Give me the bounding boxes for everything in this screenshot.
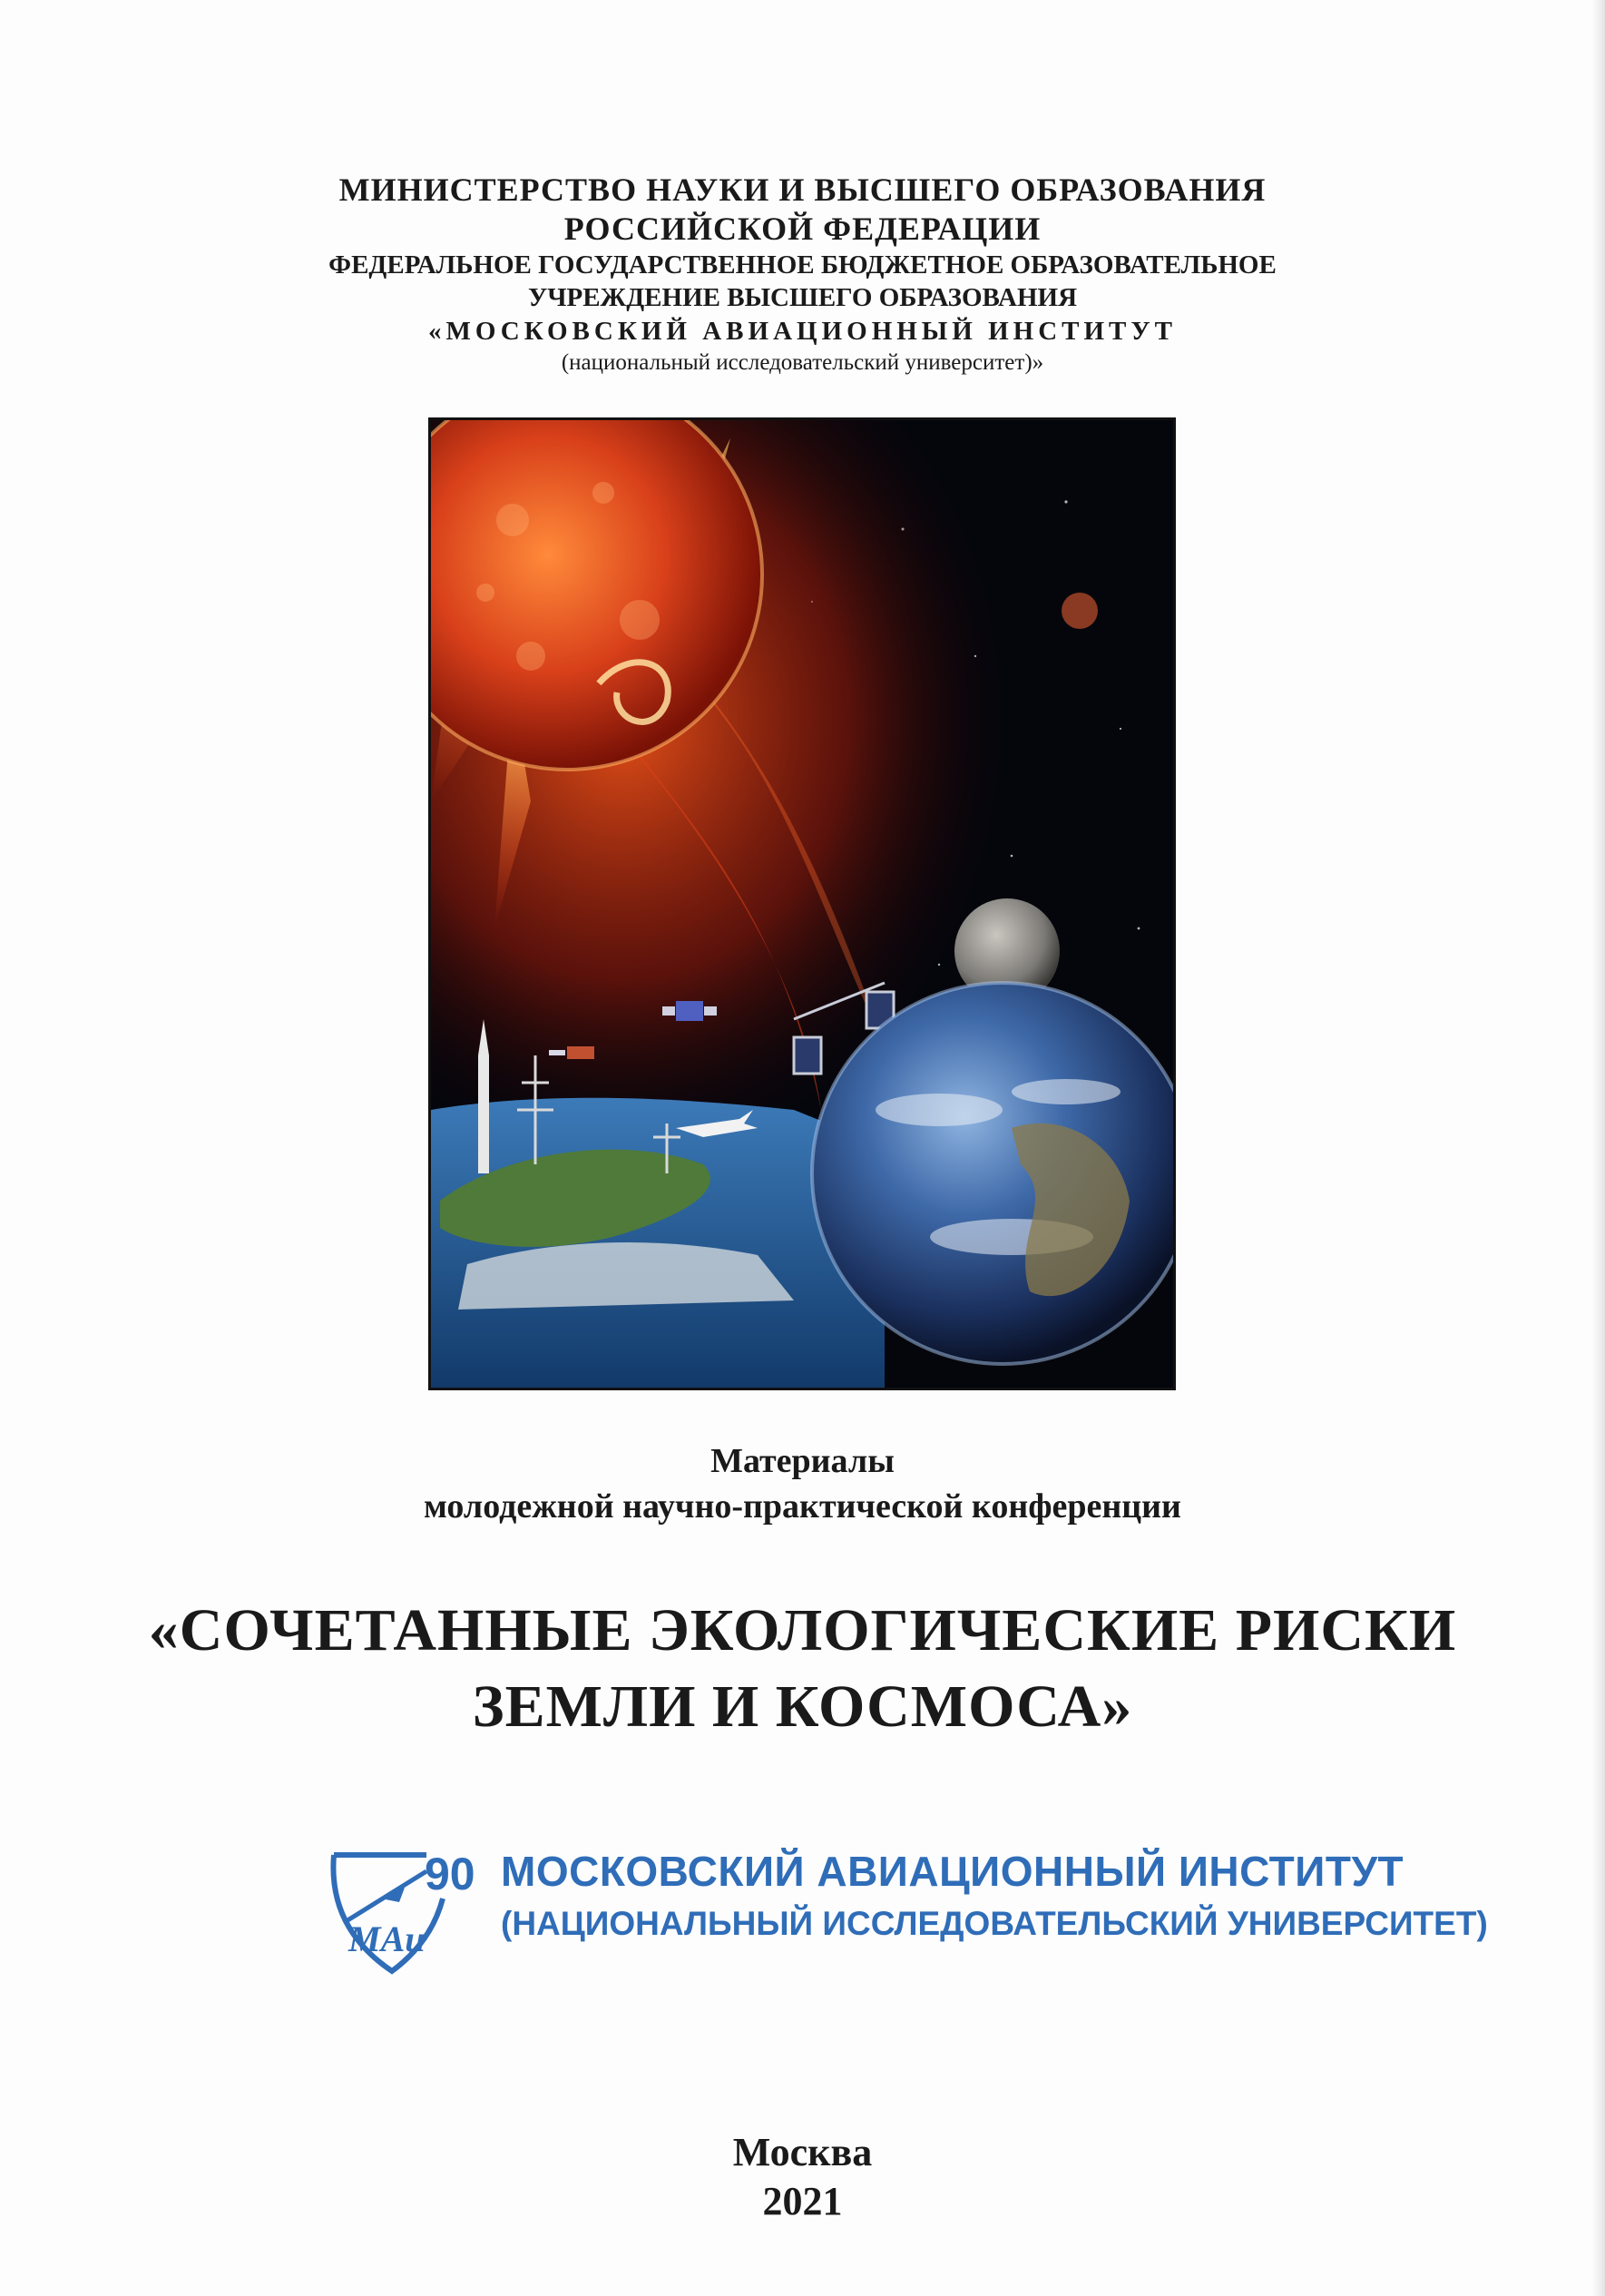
institution-line-4: (национальный исследовательский университет)» bbox=[561, 350, 1044, 375]
institution-line-1: ФЕДЕРАЛЬНОЕ ГОСУДАРСТВЕННОЕ БЮДЖЕТНОЕ ОБРАЗОВАТЕЛЬНОЕ bbox=[328, 250, 1277, 280]
logo-abbrev: МАи bbox=[348, 1918, 426, 1959]
cover-illustration bbox=[428, 417, 1176, 1390]
space-earth-illustration bbox=[431, 420, 1173, 1388]
materials-line-1: Материалы bbox=[710, 1442, 895, 1480]
mai-name-line-2: (НАЦИОНАЛЬНЫЙ ИССЛЕДОВАТЕЛЬСКИЙ УНИВЕРСИТЕТ) bbox=[501, 1905, 1488, 1942]
conference-title bbox=[0, 1593, 1605, 1745]
title-line-2: ЗЕМЛИ И КОСМОСА» bbox=[472, 1673, 1133, 1740]
header-block bbox=[0, 171, 1605, 378]
mai-logo-icon bbox=[318, 1835, 481, 1980]
ministry-line-2: РОССИЙСКОЙ ФЕДЕРАЦИИ bbox=[563, 211, 1042, 247]
mai-name-block bbox=[501, 1844, 1488, 1949]
materials-block bbox=[0, 1438, 1605, 1529]
institution-line-3: «МОСКОВСКИЙ АВИАЦИОННЫЙ ИНСТИТУТ bbox=[427, 317, 1178, 346]
mai-name-line-1: МОСКОВСКИЙ АВИАЦИОННЫЙ ИНСТИТУТ bbox=[501, 1848, 1404, 1895]
year: 2021 bbox=[762, 2179, 843, 2223]
footer-block bbox=[0, 2128, 1605, 2226]
city: Москва bbox=[732, 2130, 873, 2174]
ministry-line-1: МИНИСТЕРСТВО НАУКИ И ВЫСШЕГО ОБРАЗОВАНИЯ bbox=[338, 172, 1267, 208]
institution-line-2: УЧРЕЖДЕНИЕ ВЫСШЕГО ОБРАЗОВАНИЯ bbox=[527, 283, 1078, 312]
title-line-1: «СОЧЕТАННЫЕ ЭКОЛОГИЧЕСКИЕ РИСКИ bbox=[148, 1597, 1457, 1663]
logo-anniversary: 90 bbox=[425, 1849, 475, 1899]
materials-line-2: молодежной научно-практической конференции bbox=[424, 1487, 1181, 1526]
